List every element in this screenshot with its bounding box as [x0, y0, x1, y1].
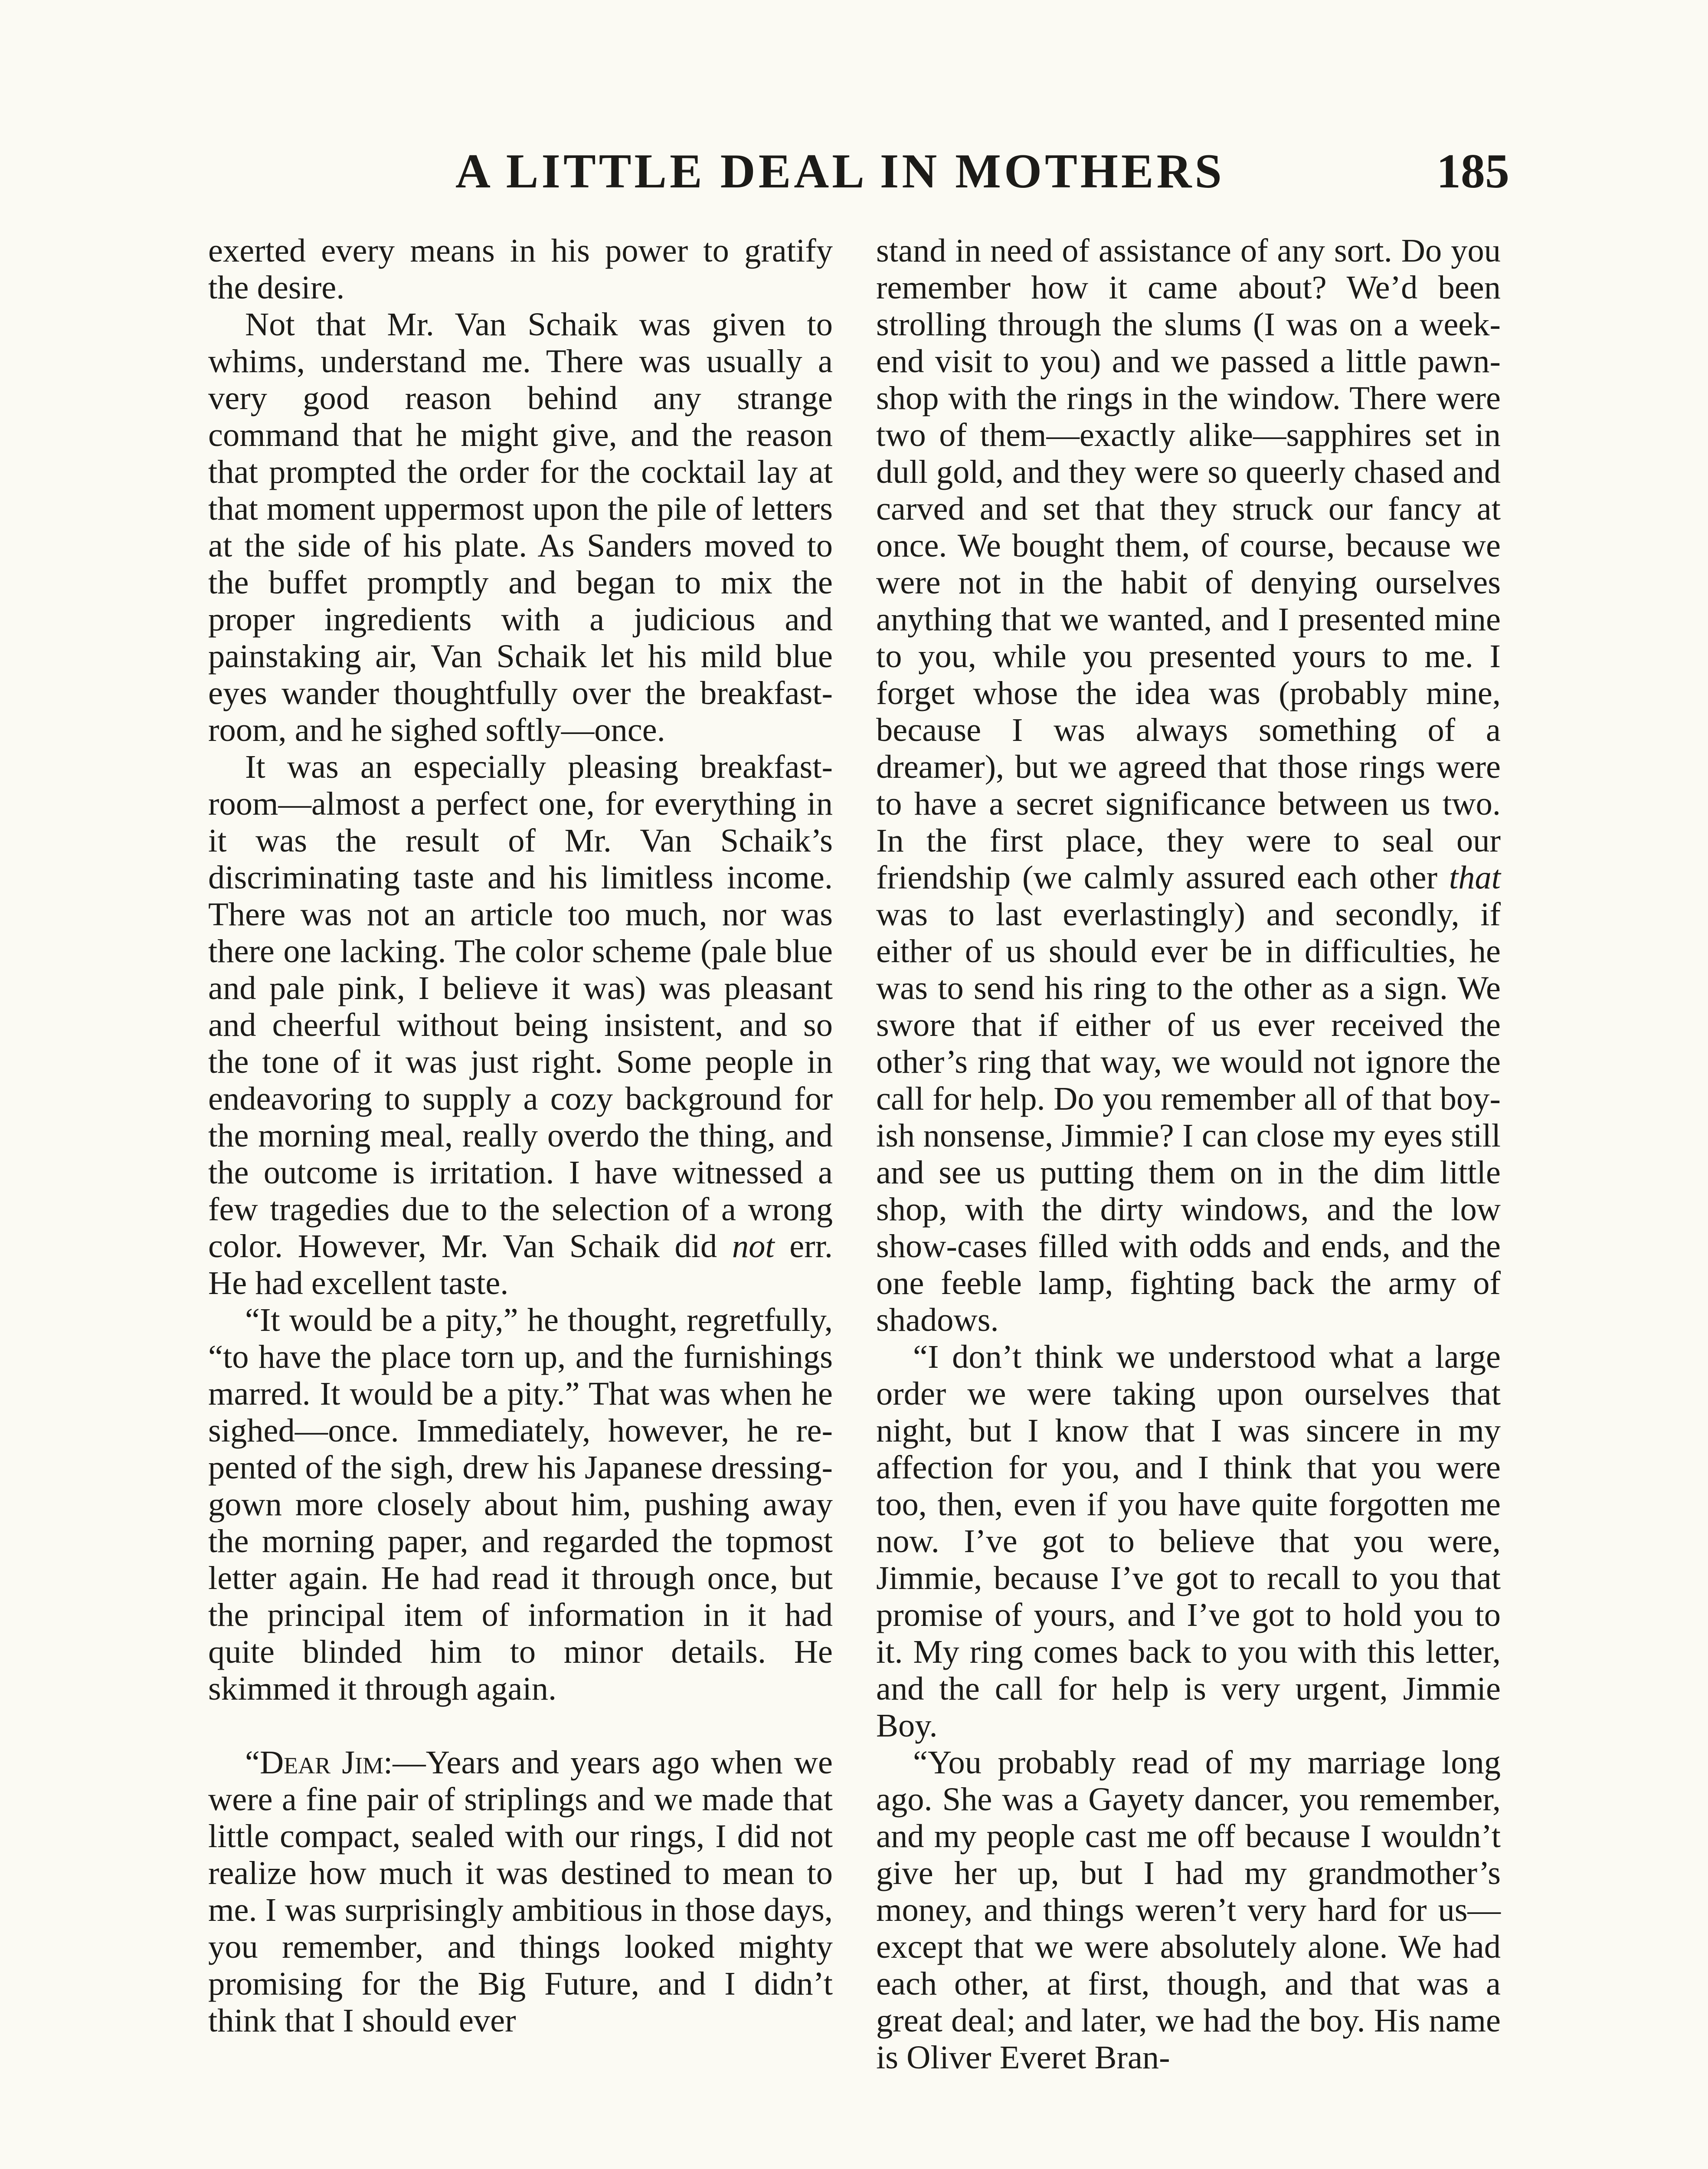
- letter-opening: [208, 1744, 833, 2039]
- emphasis: not: [732, 1228, 775, 1265]
- paragraph-continuation: [876, 232, 1501, 1338]
- paragraph-continuation: exerted every means in his power to gratify the desire.: [208, 232, 833, 306]
- page-header: [204, 139, 1509, 204]
- paragraph-text: err. He had excellent taste.: [208, 1228, 833, 1301]
- paragraph-text: :—Years and years ago when we were a fine pair of striplings and we made that little compact, sealed with our rings, I did not realize how much it was destined to mean to me. I was surprisingly ambitious in those days, you remember, and things looked mighty promising for the Big Future, and I didn’t think that I should ever: [208, 1744, 833, 2039]
- paragraph: [208, 306, 833, 748]
- paragraph: [876, 1338, 1501, 1744]
- paragraph-text: “I don’t think we understood what a large order we were taking upon ourselves that night, but I know that I was sincere in my affection for you, and I think that you were too, then, even if you have quite forgotten me now. I’ve got to believe that you were, Jimmie, because I’ve got to recall to you that promise of yours, and I’ve got to hold you to it. My ring comes back to you with this letter, and the call for help is very urgent, Jimmie Boy.: [876, 1338, 1501, 1744]
- paragraph: [208, 748, 833, 1301]
- right-column: [876, 232, 1501, 2076]
- paragraph-text: was to last everlastingly) and secondly, if either of us should ever be in difficulties, he was to send his ring to the other as a sign. We swore that if either of us ever received the other’s ring that way, we would not ignore the call for help. Do you remember all of that boyish nonsense, Jimmie? I can close my eyes still and see us putting them on in the dim little shop, with the dirty windows, and the low show-cases filled with odds and ends, and the one feeble lamp, fighting back the army of shadows.: [876, 896, 1501, 1338]
- letter-salutation: “Dear Jim: [245, 1744, 384, 1781]
- emphasis: that: [1449, 859, 1501, 896]
- paragraph-text: “You probably read of my marriage long ago. She was a Gayety dancer, you remember, and my people cast me off because I wouldn’t give her up, but I had my grandmother’s money, and things weren’t very hard for us—except that we were absolutely alone. We had each other, at first, though, and that was a great deal; and later, we had the boy. His name is Oliver Everet Bran-: [876, 1744, 1501, 2076]
- paragraph-text: Not that Mr. Van Schaik was given to whims, understand me. There was usually a very good reason behind any strange command that he might give, and the reason that prompted the order for the cocktail lay at that moment uppermost upon the pile of letters at the side of his plate. As Sanders moved to the buffet promptly and began to mix the proper ingredients with a judicious and painstaking air, Van Schaik let his mild blue eyes wander thoughtfully over the breakfast-room, and he sighed softly—once.: [208, 306, 833, 748]
- running-title: A LITTLE DEAL IN MOTHERS: [455, 144, 1225, 198]
- left-column: [208, 232, 833, 2039]
- paragraph: [876, 1744, 1501, 2076]
- paragraph-text: stand in need of assistance of any sort. Do you remember how it came about? We’d been strolling through the slums (I was on a week-end visit to you) and we passed a little pawn-shop with the rings in the window. There were two of them—exactly alike—sapphires set in dull gold, and they were so queerly chased and carved and set that they struck our fancy at once. We bought them, of course, because we were not in the habit of denying ourselves anything that we wanted, and I presented mine to you, while you presented yours to me. I forget whose the idea was (probably mine, because I was always something of a dreamer), but we agreed that those rings were to have a secret significance between us two. In the first place, they were to seal our friendship (we calmly assured each other: [876, 232, 1501, 896]
- page-number: 185: [1436, 144, 1509, 198]
- paragraph-text: “It would be a pity,” he thought, regretfully, “to have the place torn up, and the furnishings marred. It would be a pity.” That was when he sighed—once. Immediately, however, he repented of the sigh, drew his Japanese dressing-gown more closely about him, pushing away the morning paper, and regarded the topmost letter again. He had read it through once, but the principal item of information in it had quite blinded him to minor details. He skimmed it through again.: [208, 1301, 833, 1707]
- paragraph: [208, 1301, 833, 1707]
- paragraph-text: It was an especially pleasing breakfast-room—almost a perfect one, for everything in it was the result of Mr. Van Schaik’s discriminating taste and his limitless income. There was not an article too much, nor was there one lacking. The color scheme (pale blue and pale pink, I believe it was) was pleasant and cheerful without being insistent, and so the tone of it was just right. Some people in endeavoring to supply a cozy background for the morning meal, really overdo the thing, and the outcome is irritation. I have witnessed a few tragedies due to the selection of a wrong color. However, Mr. Van Schaik did: [208, 748, 833, 1265]
